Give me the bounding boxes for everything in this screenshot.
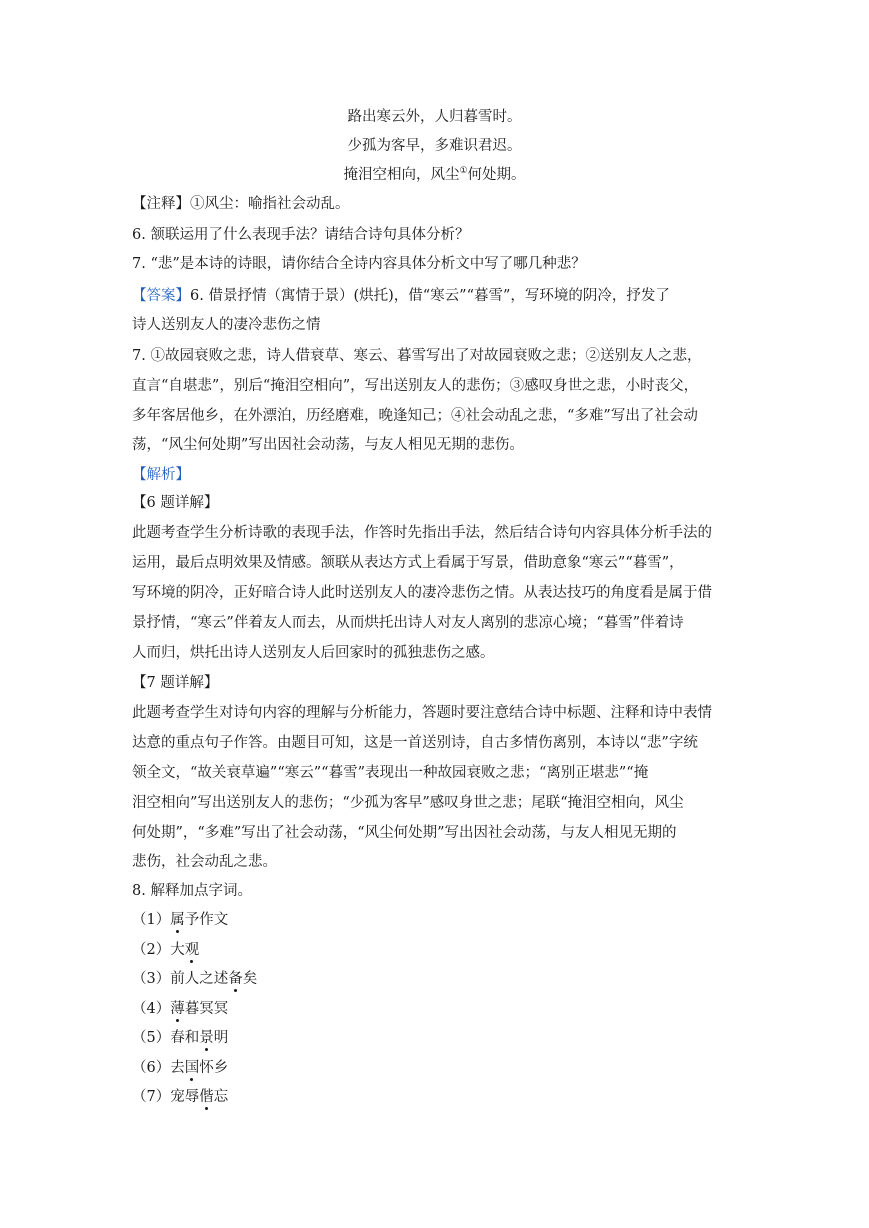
- question-7: 7. “悲”是本诗的诗眼，请你结合全诗内容具体分析文中写了哪几种悲？: [132, 256, 586, 272]
- emphasis-dot-char: 偕: [199, 1089, 214, 1105]
- poem-line-2: 少孤为客早，多难识君迟。: [347, 138, 522, 154]
- emphasis-dot-char: 景: [199, 1030, 214, 1046]
- q8-item: （3）前人之述备矣: [132, 971, 258, 987]
- emphasis-dot-char: 备: [228, 971, 243, 987]
- analysis-7-line: 领全文，“故关衰草遍”“寒云”“暮雪”表现出一种故园衰败之悲；“离别正堪悲”“掩: [132, 765, 649, 781]
- poem-line-3: 掩泪空相向，风尘①何处期。: [343, 166, 526, 183]
- answer-6-line-1: 【答案】6. 借景抒情（寓情于景）(烘托)，借“寒云”“暮雪”，写环境的阴冷，抒发了: [132, 288, 670, 304]
- poem-line-1: 路出寒云外，人归暮雪时。: [347, 109, 522, 125]
- analysis-6-line: 人而归，烘托出诗人送别友人后回家时的孤独悲伤之感。: [132, 645, 495, 661]
- analysis-7-line: 此题考查学生对诗句内容的理解与分析能力，答题时要注意结合诗中标题、注释和诗中表情: [132, 705, 712, 721]
- answer-7-line: 7. ①故园衰败之悲，诗人借衰草、寒云、暮雪写出了对故园衰败之悲；②送别友人之悲，: [132, 348, 702, 364]
- emphasis-dot-char: 观: [184, 942, 200, 958]
- q8-item: （1）属予作文: [132, 912, 229, 928]
- analysis-7-line: 达意的重点句子作答。由题目可知，这是一首送别诗，自古多情伤离别，本诗以“悲”字统: [132, 735, 698, 751]
- footnote-marker: ①: [459, 166, 468, 176]
- q8-item: （4）薄暮冥冥: [132, 1001, 229, 1017]
- analysis-6-line: 写环境的阴冷，正好暗合诗人此时送别友人的凄冷悲伤之情。从表达技巧的角度看是属于借: [132, 585, 712, 601]
- question-8: 8. 解释加点字词。: [132, 883, 252, 899]
- analysis-6-line: 景抒情，“寒云”伴着友人而去，从而烘托出诗人对友人离别的悲凉心境；“暮雪”伴着诗: [132, 615, 684, 631]
- emphasis-dot-char: 属: [170, 912, 185, 928]
- question-6: 6. 颔联运用了什么表现手法？请结合诗句具体分析？: [132, 227, 470, 243]
- q8-item: （6）去国怀乡: [132, 1060, 229, 1076]
- analysis-6-line: 运用，最后点明效果及情感。颔联从表达方式上看属于写景，借助意象“寒云”“暮雪”，: [132, 555, 684, 571]
- answer-label: 【答案】: [132, 288, 190, 304]
- note: 【注释】①风尘：喻指社会动乱。: [132, 196, 350, 212]
- analysis-7-line: 泪空相向”写出送别友人的悲伤；“少孤为客早”感叹身世之悲；尾联“掩泪空相向，风尘: [132, 795, 684, 811]
- emphasis-dot-char: 薄: [170, 1001, 185, 1017]
- q8-item: （5）春和景明: [132, 1030, 229, 1046]
- analysis-6-line: 此题考查学生分析诗歌的表现手法，作答时先指出手法，然后结合诗句内容具体分析手法的: [132, 525, 712, 541]
- analysis-7-line: 悲伤，社会动乱之悲。: [132, 854, 277, 870]
- answer-7-line: 直言“自堪悲”，别后“掩泪空相向”，写出送别友人的悲伤；③感叹身世之悲，小时丧父，: [132, 378, 699, 394]
- answer-7-line: 荡，“风尘何处期”写出因社会动荡，与友人相见无期的悲伤。: [132, 437, 524, 453]
- analysis-label: 【解析】: [132, 467, 190, 483]
- q8-item: （7）宠辱偕忘: [132, 1089, 229, 1105]
- answer-7-line: 多年客居他乡，在外漂泊，历经磨难，晚逢知己；④社会动乱之悲，“多难”写出了社会动: [132, 408, 698, 424]
- analysis-6-title: 【6 题详解】: [132, 495, 219, 511]
- analysis-7-title: 【7 题详解】: [132, 675, 219, 691]
- q8-item: （2）大观: [132, 942, 200, 958]
- emphasis-dot-char: 国: [184, 1060, 200, 1076]
- analysis-7-line: 何处期”，“多难”写出了社会动荡，“风尘何处期”写出因社会动荡，与友人相见无期的: [132, 825, 677, 841]
- answer-6-line-2: 诗人送别友人的凄冷悲伤之情: [132, 317, 321, 333]
